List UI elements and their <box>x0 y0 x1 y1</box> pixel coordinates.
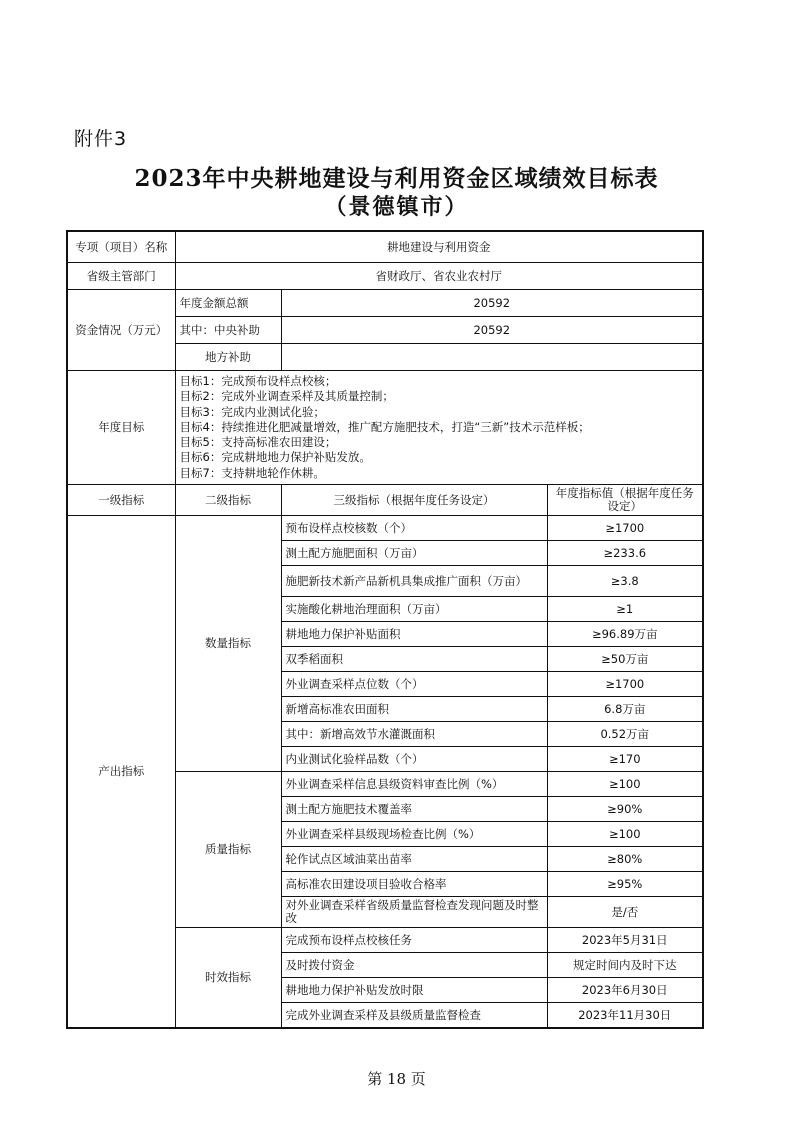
indicator-name: 完成外业调查采样及县级质量监督检查 <box>281 1003 547 1029</box>
indicator-name: 外业调查采样县级现场检查比例（%） <box>281 822 547 847</box>
header-row <box>67 485 703 516</box>
indicator-name: 耕地地力保护补贴发放时限 <box>281 978 547 1003</box>
indicator-value: ≥233.6 <box>547 541 703 566</box>
funds-row-label: 年度金额总额 <box>175 290 281 317</box>
goal-item: 目标4：持续推进化肥减量增效，推广配方施肥技术，打造“三新”技术示范样板； <box>179 419 590 434</box>
indicator-name: 双季稻面积 <box>281 647 547 672</box>
indicator-name: 外业调查采样点位数（个） <box>281 672 547 697</box>
attachment-label: 附件3 <box>74 128 128 150</box>
indicator-name: 实施酸化耕地治理面积（万亩） <box>281 597 547 622</box>
indicator-value: ≥170 <box>547 747 703 772</box>
indicator-value: ≥96.89万亩 <box>547 622 703 647</box>
funds-row-label: 其中：中央补助 <box>175 317 281 344</box>
goal-item: 目标5：支持高标准农田建设； <box>179 435 337 450</box>
indicator-value: 规定时间内及时下达 <box>547 953 703 978</box>
funds-row-value <box>281 344 703 371</box>
indicator-name: 外业调查采样信息县级资料审查比例（%） <box>281 772 547 797</box>
indicator-value: ≥3.8 <box>547 566 703 597</box>
indicator-name: 对外业调查采样省级质量监督检查发现问题及时整改 <box>281 897 547 928</box>
table-row <box>67 516 703 541</box>
page-number: 第 18 页 <box>367 1070 426 1088</box>
header-level3: 三级指标（根据年度任务设定） <box>281 485 547 516</box>
indicator-value: ≥95% <box>547 872 703 897</box>
indicator-value: ≥1700 <box>547 516 703 541</box>
indicator-value: ≥100 <box>547 772 703 797</box>
goal-item: 目标7：支持耕地轮作休耕。 <box>179 465 325 480</box>
indicator-name: 内业测试化验样品数（个） <box>281 747 547 772</box>
goal-item: 目标2：完成外业调查采样及其质量控制； <box>179 389 394 404</box>
goal-item: 目标3：完成内业测试化验； <box>179 404 325 419</box>
indicator-name: 测土配方施肥面积（万亩） <box>281 541 547 566</box>
indicator-value: ≥90% <box>547 797 703 822</box>
funds-row-total <box>67 290 703 317</box>
indicator-name: 施肥新技术新产品新机具集成推广面积（万亩） <box>281 566 547 597</box>
header-level2: 二级指标 <box>175 485 281 516</box>
goal-item: 目标1：完成预布设样点校核； <box>179 374 337 388</box>
header-value: 年度指标值（根据年度任务设定） <box>547 485 703 516</box>
indicator-name: 高标准农田建设项目验收合格率 <box>281 872 547 897</box>
department-label: 省级主管部门 <box>67 263 175 290</box>
header-level1: 一级指标 <box>67 485 175 516</box>
indicator-value: 6.8万亩 <box>547 697 703 722</box>
department-value: 省财政厅、省农业农村厅 <box>175 263 703 290</box>
indicator-name: 其中：新增高效节水灌溉面积 <box>281 722 547 747</box>
indicator-value: 2023年11月30日 <box>547 1003 703 1029</box>
project-row <box>67 231 703 263</box>
annual-goals-row <box>67 371 703 485</box>
indicator-name: 耕地地力保护补贴面积 <box>281 622 547 647</box>
project-value: 耕地建设与利用资金 <box>175 231 703 263</box>
indicator-value: 2023年5月31日 <box>547 928 703 953</box>
timeliness-indicator-label: 时效指标 <box>175 928 281 1029</box>
indicator-name: 测土配方施肥技术覆盖率 <box>281 797 547 822</box>
indicator-value: 2023年6月30日 <box>547 978 703 1003</box>
indicator-value: 是/否 <box>547 897 703 928</box>
indicator-value: ≥100 <box>547 822 703 847</box>
funds-row-value: 20592 <box>281 290 703 317</box>
indicator-name: 预布设样点校核数（个） <box>281 516 547 541</box>
performance-target-table <box>66 230 704 1029</box>
indicator-name: 及时拨付资金 <box>281 953 547 978</box>
annual-goals-list <box>175 371 703 485</box>
annual-goals-label: 年度目标 <box>67 371 175 485</box>
funds-row-value: 20592 <box>281 317 703 344</box>
output-indicator-label: 产出指标 <box>67 516 175 1029</box>
department-row <box>67 263 703 290</box>
indicator-value: ≥1 <box>547 597 703 622</box>
indicator-value: 0.52万亩 <box>547 722 703 747</box>
indicator-value: ≥50万亩 <box>547 647 703 672</box>
document-subtitle: （景德镇市） <box>324 194 469 220</box>
indicator-name: 新增高标准农田面积 <box>281 697 547 722</box>
funds-row-label: 地方补助 <box>175 344 281 371</box>
quality-indicator-label: 质量指标 <box>175 772 281 928</box>
project-label: 专项（项目）名称 <box>67 231 175 263</box>
funds-label: 资金情况（万元） <box>67 290 175 371</box>
quantity-indicator-label: 数量指标 <box>175 516 281 772</box>
document-title: 2023年中央耕地建设与利用资金区域绩效目标表 <box>134 165 659 192</box>
indicator-name: 轮作试点区域油菜出苗率 <box>281 847 547 872</box>
indicator-value: ≥1700 <box>547 672 703 697</box>
indicator-value: ≥80% <box>547 847 703 872</box>
goal-item: 目标6：完成耕地地力保护补贴发放。 <box>179 450 371 465</box>
indicator-name: 完成预布设样点校核任务 <box>281 928 547 953</box>
